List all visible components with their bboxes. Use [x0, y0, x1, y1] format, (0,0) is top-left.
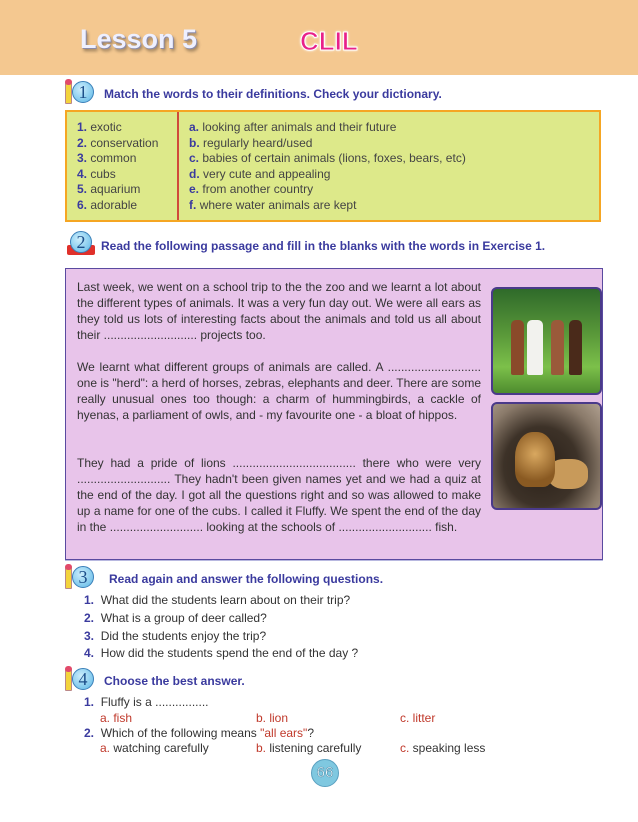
exercise-2-badge	[67, 231, 97, 257]
exercise-2-title: Read the following passage and fill in the blanks with the words in Exercise 1.	[101, 239, 546, 253]
mc-question-1: 1. Fluffy is a ................	[84, 695, 209, 709]
passage-box	[65, 268, 603, 560]
option-letter: a.	[100, 741, 111, 755]
exercise-number: 3	[72, 566, 94, 588]
definition-item: d. very cute and appealing	[189, 166, 331, 181]
option-a[interactable]: a. fish	[100, 711, 133, 725]
lion-photo	[491, 402, 602, 510]
exercise-3-badge	[65, 565, 95, 591]
word-item: 3. common	[77, 151, 137, 166]
definition-item: f. where water animals are kept	[189, 197, 357, 212]
word-item: 2. conservation	[77, 135, 159, 150]
option-c[interactable]	[400, 741, 485, 755]
lesson-title: Lesson 5	[80, 24, 198, 54]
option-b[interactable]	[256, 741, 361, 755]
question-item: 3. Did the students enjoy the trip?	[84, 628, 267, 643]
exercise-4-badge	[65, 667, 95, 693]
question-item: 4. How did the students spend the end of the day ?	[84, 646, 359, 661]
question-item: 1. What did the students learn about on their trip?	[84, 593, 351, 607]
exercise-number: 2	[70, 231, 92, 253]
divider	[65, 560, 603, 561]
exercise-1-badge	[65, 80, 95, 106]
clil-tag: CLIL	[300, 26, 358, 56]
definition-item: c. babies of certain animals (lions, foxes, bears, etc)	[189, 151, 466, 166]
mc-question-2: 2. Which of the following means "all ears"?	[84, 726, 314, 740]
definition-item: e. from another country	[189, 182, 314, 197]
pencil-icon	[65, 667, 72, 691]
exercise-4-title: Choose the best answer.	[104, 674, 245, 688]
pencil-icon	[65, 565, 72, 589]
option-text: listening carefully	[266, 741, 362, 755]
word-item: 5. aquarium	[77, 182, 141, 197]
exercise-1-title: Match the words to their definitions. Check your dictionary.	[104, 87, 442, 101]
passage-paragraph-2: We learnt what different groups of animals are called. A ............................ one is "herd": a herd of horses, zebras, elephants and deer. There are some really unusual ones too though: a charm of hummingbirds, a cackle of hyenas, a parliament of owls, and - my favourite one - a bloat of hippos.	[77, 360, 481, 423]
exercise-number: 1	[72, 81, 94, 103]
definitions-column	[179, 112, 466, 220]
pencil-icon	[65, 80, 72, 104]
words-column	[67, 112, 179, 220]
horses-photo	[491, 287, 602, 395]
definition-item: a. looking after animals and their future	[189, 120, 397, 134]
option-text: watching carefully	[110, 741, 209, 755]
word-item: 6. adorable	[77, 197, 138, 212]
option-c[interactable]: c. litter	[400, 711, 436, 725]
page-number: 66	[311, 759, 339, 787]
option-b[interactable]: b. lion	[256, 711, 289, 725]
passage-paragraph-1: Last week, we went on a school trip to the the zoo and we learnt a lot about the different types of animals. It was a very fun day out. We were all ears as they told us lots of interesting facts about the animals and told us all about their ............................ projects too.	[77, 280, 481, 343]
definition-item: b. regularly heard/used	[189, 135, 313, 150]
exercise-number: 4	[72, 668, 94, 690]
exercise-3-title: Read again and answer the following questions.	[109, 572, 384, 586]
option-a[interactable]	[100, 741, 209, 755]
matching-table	[65, 110, 601, 222]
word-item: 4. cubs	[77, 166, 116, 181]
option-text: speaking less	[409, 741, 486, 755]
option-letter: b.	[256, 741, 267, 755]
question-item: 2. What is a group of deer called?	[84, 610, 267, 625]
option-letter: c.	[400, 741, 410, 755]
passage-paragraph-3: They had a pride of lions ..................................... there who were very ............................ They hadn't been given names yet and we had a quiz at the end of the day. I got all the questions right and so was allowed to make up a name for one of the cubs. I called it Fluffy. We spent the end of the day in the ............................ looking at the schools of ............................ fish.	[77, 456, 481, 535]
word-item: 1. exotic	[77, 120, 122, 134]
